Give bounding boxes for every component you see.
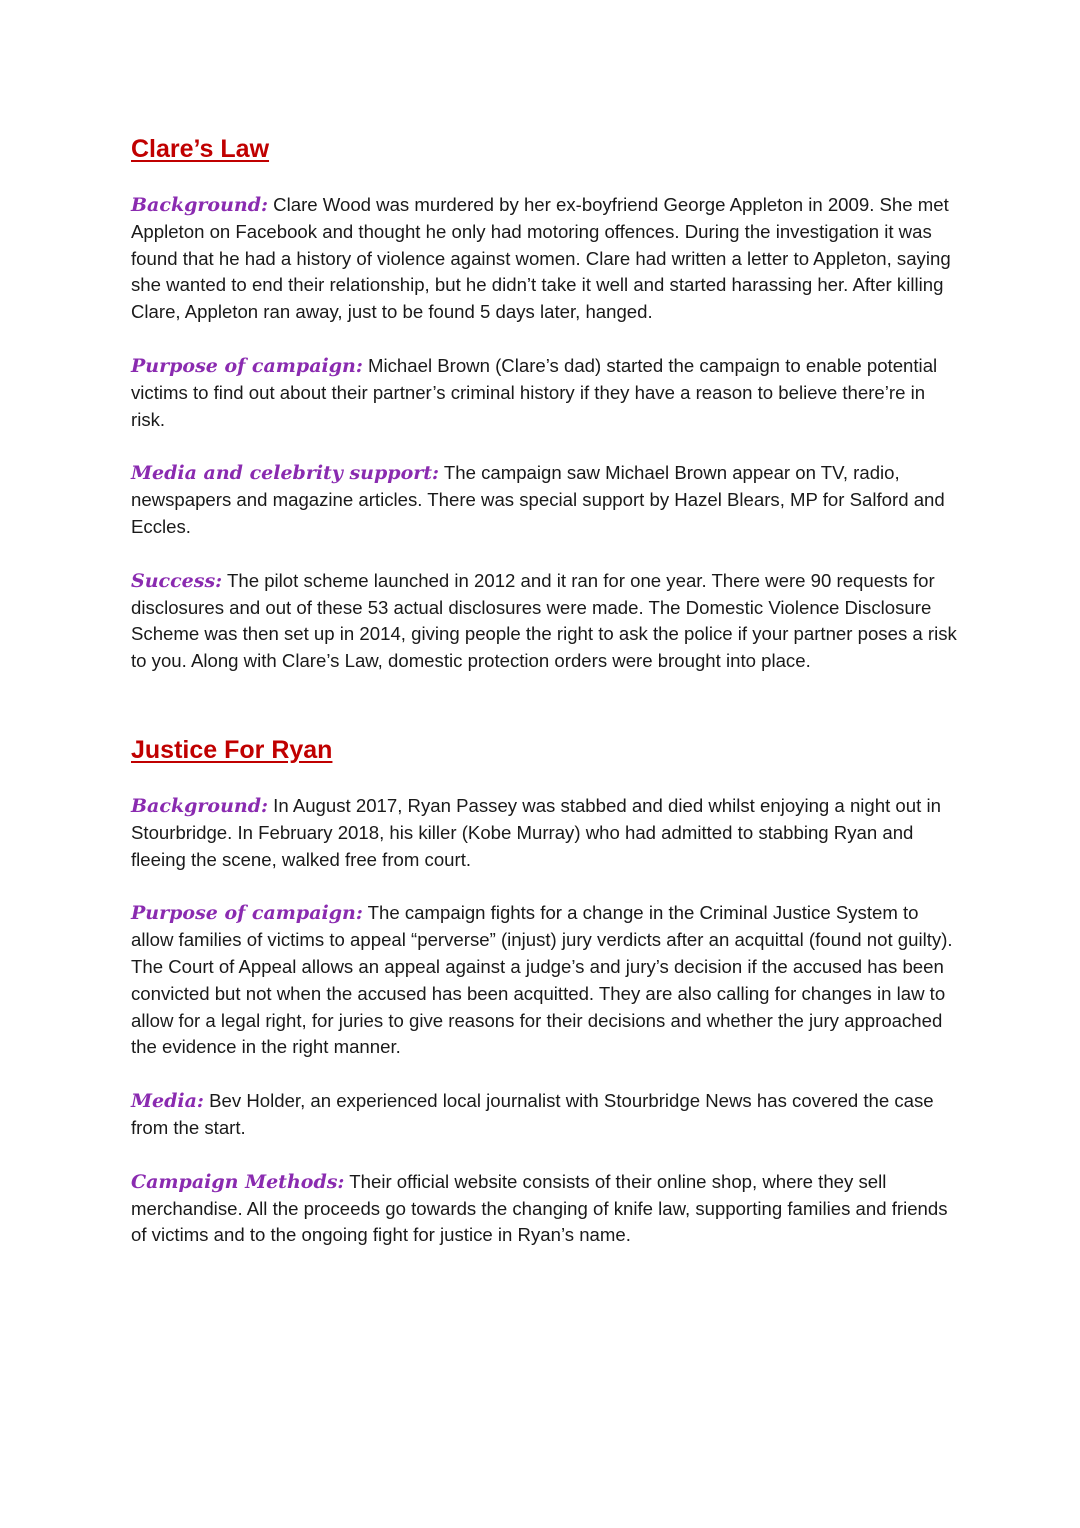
paragraph-text: In August 2017, Ryan Passey was stabbed and died whilst enjoying a night out in Stourbridge. In February 2018, his killer (Kobe Murray) who had admitted to stabbing Ryan and fleeing the scene, walked free from court. — [131, 794, 941, 870]
paragraph-campaign-methods — [131, 1169, 961, 1249]
paragraph-label: Background: — [131, 194, 268, 216]
paragraph-media-support — [131, 460, 961, 540]
paragraph-label: Background: — [131, 794, 268, 817]
paragraph-purpose — [131, 353, 961, 433]
paragraph-background — [131, 192, 961, 326]
paragraph-label: Media: — [131, 1090, 204, 1113]
paragraph-text: The campaign saw Michael Brown appear on TV, radio, newspapers and magazine articles. There was special support by Hazel Blears, MP for Salford and Eccles. — [131, 462, 945, 537]
paragraph-label: Campaign Methods: — [131, 1170, 345, 1193]
section-title-justice-for-ryan: Justice For Ryan — [131, 735, 333, 764]
document-page — [131, 130, 961, 1249]
paragraph-label: Purpose of campaign: — [131, 902, 363, 925]
paragraph-label: Success: — [131, 569, 223, 592]
paragraph-text: The pilot scheme launched in 2012 and it ran for one year. There were 90 requests for disclosures and out of these 53 actual disclosures were made. The Domestic Violence Disclosure Scheme was then set up in 2014, giving people the right to ask the police if your partner poses a risk to you. Along with Clare’s Law, domestic protection orders were brought into place. — [131, 569, 957, 672]
paragraph-purpose — [131, 900, 961, 1061]
paragraph-text: Their official website consists of their online shop, where they sell merchandise. All the proceeds go towards the changing of knife law, supporting families and friends of victims and to the ongoing fight for justice in Ryan’s name. — [131, 1170, 948, 1246]
paragraph-label: Purpose of campaign: — [131, 354, 363, 377]
paragraph-text: The campaign fights for a change in the Criminal Justice System to allow families of victims to appeal “perverse” (injust) jury verdicts after an acquittal (found not guilty). The Court of Appeal allows an appeal against a judge’s and jury’s decision if the accused has been convicted but not when the accused has been acquitted. They are also calling for changes in law to allow for a legal right, for juries to give reasons for their decisions and whether the jury approached the evidence in the right manner. — [131, 902, 953, 1058]
paragraph-background — [131, 793, 961, 873]
paragraph-media — [131, 1088, 961, 1142]
paragraph-success — [131, 568, 961, 675]
paragraph-text: Clare Wood was murdered by her ex-boyfriend George Appleton in 2009. She met Appleton on Facebook and thought he only had motoring offences. During the investigation it was found that he had a history of violence against women. Clare had written a letter to Appleton, saying she wanted to end their relationship, but he didn’t take it well and started harassing her. After killing Clare, Appleton ran away, just to be found 5 days later, hanged. — [131, 194, 951, 323]
section-title-clares-law: Clare’s Law — [131, 135, 270, 163]
paragraph-label: Media and celebrity support: — [131, 462, 440, 485]
paragraph-text: Bev Holder, an experienced local journalist with Stourbridge News has covered the case from the start. — [131, 1090, 934, 1138]
paragraph-text: Michael Brown (Clare’s dad) started the campaign to enable potential victims to find out about their partner’s criminal history if they have a reason to believe there’re in risk. — [131, 354, 938, 430]
